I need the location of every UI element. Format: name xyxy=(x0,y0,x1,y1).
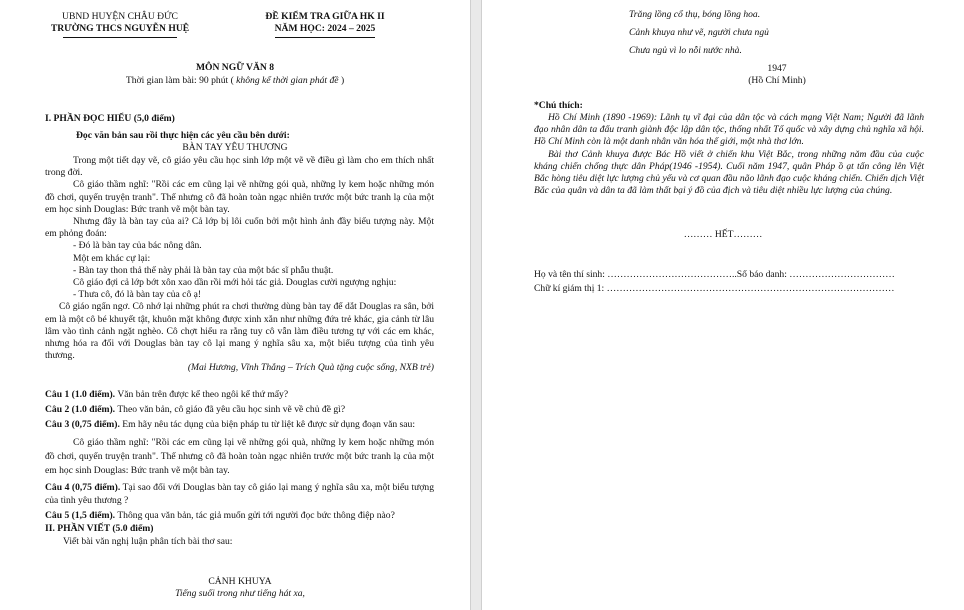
part2-heading: II. PHẦN VIẾT (5.0 điểm) xyxy=(45,522,154,534)
story-title: BÀN TAY YÊU THƯƠNG xyxy=(182,142,288,153)
story-paragraph: Nhưng đây là bàn tay của ai? Cả lớp bị lôi cuốn bởi một hình ảnh đầy biểu tượng này. Một em phỏng đoán: xyxy=(45,216,434,240)
poem-line-4: Chưa ngủ vì lo nỗi nước nhà. xyxy=(629,45,742,56)
note-paragraph-1: Hồ Chí Minh (1890 -1969): Lãnh tụ vĩ đại của dân tộc và cách mạng Việt Nam; Người đã lãnh đạo nhân dân ta đấu tranh giành độc lập dân tộc, thống nhất Tổ quốc và xây dựng chủ nghĩa xã hội. Hồ Chí Minh còn là một danh nhân văn hóa thế giới, một nhà thơ lớn. xyxy=(534,112,924,148)
story-paragraph: - Đó là bàn tay của bác nông dân. xyxy=(73,240,202,252)
subject-title: MÔN NGỮ VĂN 8 xyxy=(195,62,275,73)
story-paragraph: Cô giáo đợi cả lớp bớt xôn xao dần rồi mới hỏi tác giả. Douglas cười ngượng nghịu: xyxy=(73,277,397,289)
question-3-quote: Cô giáo thầm nghĩ: "Rồi các em cũng lại vẽ những gói quà, những ly kem hoặc những món đồ chơi, quyển truyện tranh". Thế nhưng cô đã hoàn toàn ngạc nhiên trước một bức tranh lạ của một em học sinh Douglas: Bức tranh vẽ một bàn tay. xyxy=(45,436,434,476)
exam-page-2 xyxy=(482,0,964,610)
poem-line-3: Cảnh khuya như vẽ, người chưa ngủ xyxy=(629,27,769,38)
question-2: Câu 2 (1.0 điểm). Theo văn bản, cô giáo đã yêu cầu học sinh vẽ về chủ đề gì? xyxy=(45,404,346,416)
poem-line-2: Trăng lồng cổ thụ, bóng lồng hoa. xyxy=(629,9,761,20)
story-paragraph: - Thưa cô, đó là bàn tay của cô ạ! xyxy=(73,289,202,301)
story-paragraph: Trong một tiết dạy vẽ, cô giáo yêu cầu học sinh lớp một vẽ về điều gì làm cho em thích nhất trong đời. xyxy=(45,155,434,179)
school-underline xyxy=(63,37,177,38)
notes-heading: *Chú thích: xyxy=(534,100,583,111)
end-mark: ……… HẾT……… xyxy=(683,229,763,240)
question-3: Câu 3 (0,75 điểm). Em hãy nêu tác dụng của biện pháp tu từ liệt kê được sử dụng đoạn văn sau: xyxy=(45,419,415,431)
poem-year: 1947 xyxy=(767,63,787,74)
reading-instruction: Đọc văn bản sau rồi thực hiện các yêu cầu bên dưới: xyxy=(76,130,290,141)
time-allowed: Thời gian làm bài: 90 phút ( không kể thời gian phát đề ) xyxy=(125,75,345,86)
story-paragraph: - Bàn tay thon thả thế này phải là bàn tay của một bác sĩ phẫu thuật. xyxy=(73,264,334,276)
note-paragraph-2: Bài thơ Cảnh khuya được Bác Hồ viết ở chiến khu Việt Bắc, trong những năm đầu của cuộc kháng chiến chống thực dân Pháp(1946 -1954). Cuối năm 1947, quân Pháp ồ ạt tấn công lên Việt Bắc hòng tiêu diệt lực lượng chủ yếu và cơ quan đầu não lãnh đạo cuộc kháng chiến. Chiến dịch Việt Bắc của quân và dân ta đã làm thất bại ý đồ của địch và tiêu diệt nhiều lực lượng của chúng. xyxy=(534,148,924,197)
district-name: UBND HUYỆN CHÂU ĐỨC xyxy=(62,11,178,22)
poem-line-1: Tiếng suối trong như tiếng hát xa, xyxy=(175,588,305,599)
school-year: NĂM HỌC: 2024 – 2025 xyxy=(274,23,376,34)
question-4: Câu 4 (0,75 điểm). Tại sao đối với Douglas bàn tay cô giáo lại mang ý nghĩa sâu xa, một biểu tượng của tình yêu thương ? xyxy=(45,481,435,506)
story-paragraph: Cô giáo ngẩn ngơ. Cô nhớ lại những phút ra chơi thường dùng bàn tay để dắt Douglas ra sân, bởi em là một cô bé khuyết tật, khuôn mặt không được xinh xắn như những đứa trẻ khác, gia cảnh từ lâu lâm vào tình cảnh ngặt nghèo. Cô chợt hiểu ra rằng tuy cô vẫn làm điều tương tự với các em khác, nhưng hóa ra đối với Douglas bàn tay cô lại mang ý nghĩa sâu xa, một biểu tượng của tình yêu thương. xyxy=(45,301,434,362)
candidate-info-line: Họ và tên thí sinh: …………………………………..Số báo danh: …………………………… xyxy=(534,269,895,280)
question-1: Câu 1 (1.0 điểm). Văn bản trên được kể theo ngôi kể thứ mấy? xyxy=(45,389,289,400)
story-body xyxy=(45,155,434,375)
proctor-signature-line: Chữ kí giám thị 1: ……………………………………………………………………………… xyxy=(534,283,895,294)
questions-block xyxy=(45,389,434,548)
poem-title: CẢNH KHUYA xyxy=(208,576,272,587)
story-source: (Mai Hương, Vĩnh Thắng – Trích Quà tặng cuộc sống, NXB trẻ) xyxy=(187,362,434,374)
notes-body xyxy=(534,112,924,197)
part1-heading: I. PHẦN ĐỌC HIỂU (5,0 điểm) xyxy=(45,113,175,124)
school-name: TRƯỜNG THCS NGUYỄN HUỆ xyxy=(50,23,190,34)
question-5: Câu 5 (1,5 điểm). Thông qua văn bản, tác giả muốn gửi tới người đọc bức thông điệp nào? xyxy=(45,509,395,521)
story-paragraph: Cô giáo thầm nghĩ: "Rồi các em cũng lại vẽ những gói quà, những ly kem hoặc những món đồ chơi, quyển truyện tranh". Thế nhưng cô đã hoàn toàn ngạc nhiên trước một bức tranh lạ của một em học sinh Douglas: Bức tranh vẽ một bàn tay. xyxy=(45,179,434,215)
writing-instruction: Viết bài văn nghị luận phân tích bài thơ sau: xyxy=(63,536,233,548)
poem-author: (Hồ Chí Minh) xyxy=(748,75,806,86)
exam-title: ĐỀ KIỂM TRA GIỮA HK II xyxy=(265,11,385,22)
year-underline xyxy=(275,37,375,38)
story-paragraph: Một em khác cự lại: xyxy=(73,252,151,264)
exam-page-1 xyxy=(0,0,470,610)
page-gap xyxy=(470,0,482,610)
